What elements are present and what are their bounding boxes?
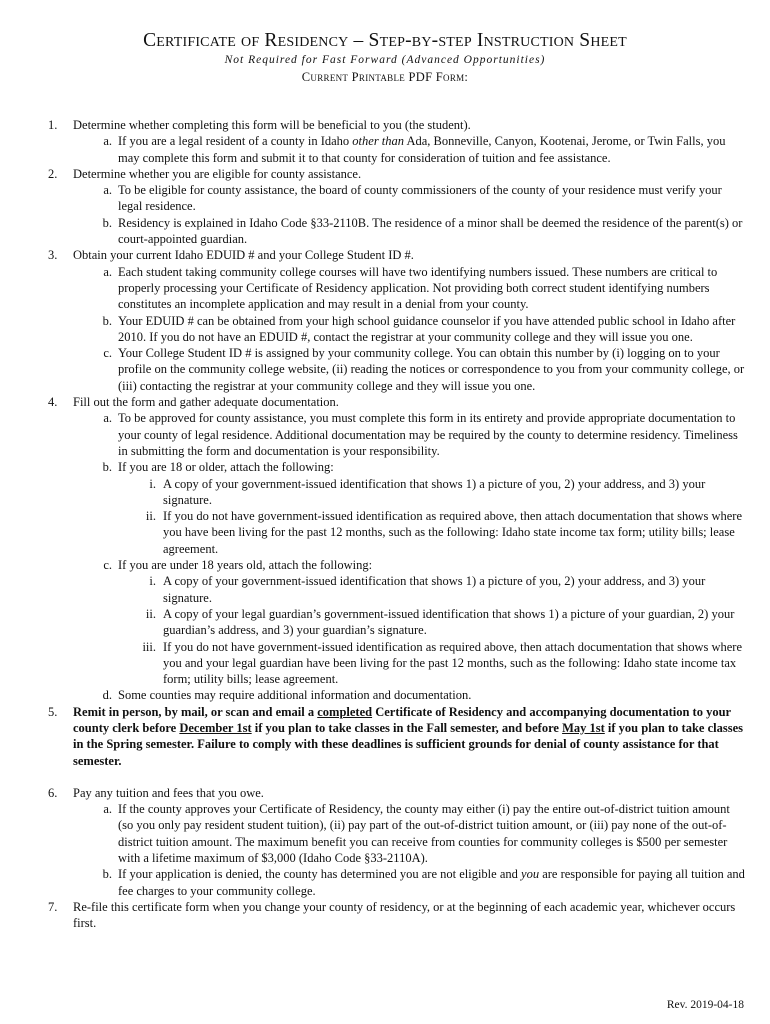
step-number: 3.	[48, 248, 58, 263]
step-text: Obtain your current Idaho EDUID # and your College Student ID #.	[73, 248, 414, 263]
substep-text: To be eligible for county assistance, the board of county commissioners of the county of your residence must verify your legal residence.	[118, 183, 722, 214]
document-title: Certificate of Residency – Step-by-step Instruction Sheet	[143, 30, 627, 51]
step-3c	[48, 345, 748, 394]
substep-text: If you are under 18 years old, attach the following:	[118, 558, 373, 573]
document-subtitle: Not Required for Fast Forward (Advanced Opportunities)	[224, 54, 546, 66]
substep-text: Your College Student ID # is assigned by your community college. You can obtain this number by (i) logging on to your profile on the community college website, (ii) reading the notices or correspondence to you from your community college, or (iii) contacting the registrar at your community college and they will issue you one.	[118, 346, 745, 393]
substep-letter: b.	[102, 313, 112, 328]
step-number: 1.	[48, 118, 58, 132]
substep-text: If the county approves your Certificate of Residency, the county may either (i) pay the entire out-of-district tuition amount (so you only pay resident student tuition), (ii) pay part of the out-of-district tuition amount, or (iii) pay none of the out-of-district tuition amount. The maximum benefit you can receive from counties for community colleges is $500 per semester with a lifetime maximum of $3,000 (Idaho Code §33-2110A).	[118, 802, 730, 866]
step-3b	[48, 313, 748, 346]
deadline-spring: May 1st	[562, 720, 605, 735]
step-3a	[48, 264, 748, 313]
spacer	[48, 769, 748, 785]
substep-roman: ii.	[145, 606, 156, 621]
substep-roman: iii.	[142, 639, 156, 654]
revision-date: Rev. 2019-04-18	[666, 999, 744, 1011]
substep-text: Some counties may require additional information and documentation.	[118, 688, 472, 703]
substep-text	[118, 134, 725, 164]
text-part: if you plan to take classes in the Spring semester. Failure to comply with these deadlines is sufficient grounds for denial of county assistance for that semester.	[73, 720, 743, 768]
substep-letter: c.	[103, 346, 112, 361]
substep-roman: ii.	[145, 509, 156, 524]
step-2a	[48, 182, 748, 215]
step-6	[48, 785, 748, 801]
step-3	[48, 247, 748, 263]
underlined-text: completed	[317, 704, 373, 719]
step-4c	[48, 557, 748, 573]
substep-letter: b.	[102, 867, 112, 882]
form-link-label: Current Printable PDF Form:	[301, 70, 469, 84]
substep-letter: a.	[103, 802, 112, 817]
step-4b-i	[48, 476, 748, 509]
step-2b	[48, 215, 748, 248]
substep-text: Your EDUID # can be obtained from your high school guidance counselor if you have attended public school in Idaho after 2010. If you do not have an EDUID #, contact the registrar at your community college and they will issue you one.	[118, 313, 736, 344]
text-part: If your application is denied, the county has determined you are not eligible and	[118, 867, 522, 882]
instruction-list	[48, 117, 748, 932]
step-1	[48, 117, 748, 133]
step-4	[48, 394, 748, 410]
text-part: are responsible for paying all tuition and fee charges to your community college.	[118, 867, 745, 898]
step-4a	[48, 410, 748, 459]
substep-text: A copy of your government-issued identification that shows 1) a picture of you, 2) your address, and 3) your signature.	[163, 574, 706, 605]
substep-letter: d.	[102, 688, 112, 703]
step-6a	[48, 801, 748, 866]
substep-letter: b.	[102, 460, 112, 475]
step-text: Pay any tuition and fees that you owe.	[73, 785, 264, 800]
substep-text: If you are 18 or older, attach the following:	[118, 460, 334, 475]
text-part: If you are a legal resident of a county in Idaho	[118, 134, 353, 149]
step-1a	[48, 133, 748, 166]
step-2	[48, 166, 748, 182]
step-6b	[48, 866, 748, 899]
step-4b	[48, 459, 748, 475]
deadline-fall: December 1st	[179, 720, 252, 735]
emphasis-text: other than	[352, 134, 405, 149]
substep-roman: i.	[149, 574, 156, 589]
step-5	[48, 704, 748, 769]
text-part: Certificate of Residency and accompanying documentation to your county clerk before	[73, 704, 731, 735]
substep-text: If you do not have government-issued identification as required above, then attach documentation that shows where you and your legal guardian have been living for the past 12 months, such as the following: Idaho state income tax form; utility bills; lease agreement.	[163, 639, 742, 687]
substep-text: Residency is explained in Idaho Code §33-2110B. The residence of a minor shall be deemed the residence of the parent(s) or court-appointed guardian.	[118, 215, 743, 247]
substep-text: Each student taking community college courses will have two identifying numbers issued. These numbers are critical to properly processing your Certificate of Residency application. Not providing both correct student identifying numbers constitutes an incomplete application and may result in a denial from your county.	[118, 264, 718, 312]
substep-text: To be approved for county assistance, you must complete this form in its entirety and provide appropriate documentation to your county of legal residence. Additional documentation may be required by the county to determine residency. Timeliness in submitting the form and documentation is your responsibility.	[118, 411, 738, 458]
substep-text: A copy of your legal guardian’s government-issued identification that shows 1) a picture of your guardian, 2) your guardian’s address, and 3) your guardian’s signature.	[163, 606, 735, 638]
step-text: Determine whether you are eligible for county assistance.	[73, 166, 362, 181]
step-number: 6.	[48, 785, 58, 800]
substep-letter: a.	[103, 183, 112, 198]
text-part: Remit in person, by mail, or scan and email a	[73, 704, 318, 719]
substep-roman: i.	[149, 476, 156, 491]
substep-text: A copy of your government-issued identification that shows 1) a picture of you, 2) your address, and 3) your signature.	[163, 476, 706, 507]
step-4c-ii	[48, 606, 748, 639]
step-number: 4.	[48, 395, 58, 410]
step-text: Fill out the form and gather adequate documentation.	[73, 395, 339, 410]
substep-letter: b.	[102, 215, 112, 230]
substep-text	[118, 867, 745, 897]
text-part: Ada, Bonneville, Canyon, Kootenai, Jerome, or Twin Falls, you may complete this form and submit it to that county for consideration of tuition and fee assistance.	[118, 134, 726, 165]
step-text: Re-file this certificate form when you change your county of residency, or at the beginning of each academic year, whichever occurs first.	[73, 899, 736, 931]
step-number: 2.	[48, 166, 58, 181]
substep-text: If you do not have government-issued identification as required above, then attach documentation that shows where you have been living for the past 12 months, such as the following: Idaho state income tax form; utility bills; lease agreement.	[163, 509, 742, 556]
step-number: 5.	[48, 704, 58, 719]
step-4c-i	[48, 573, 748, 606]
step-text	[73, 705, 743, 768]
step-4b-ii	[48, 508, 748, 557]
step-text: Determine whether completing this form will be beneficial to you (the student).	[73, 118, 471, 132]
emphasis-text: you	[521, 867, 540, 882]
step-number: 7.	[48, 899, 58, 914]
step-4d	[48, 687, 748, 703]
substep-letter: a.	[103, 411, 112, 426]
text-part: if you plan to take classes in the Fall semester, and before	[251, 720, 563, 735]
substep-letter: c.	[103, 558, 112, 573]
substep-letter: a.	[103, 264, 112, 279]
step-7	[48, 899, 748, 932]
substep-letter: a.	[103, 134, 112, 149]
step-4c-iii	[48, 639, 748, 688]
